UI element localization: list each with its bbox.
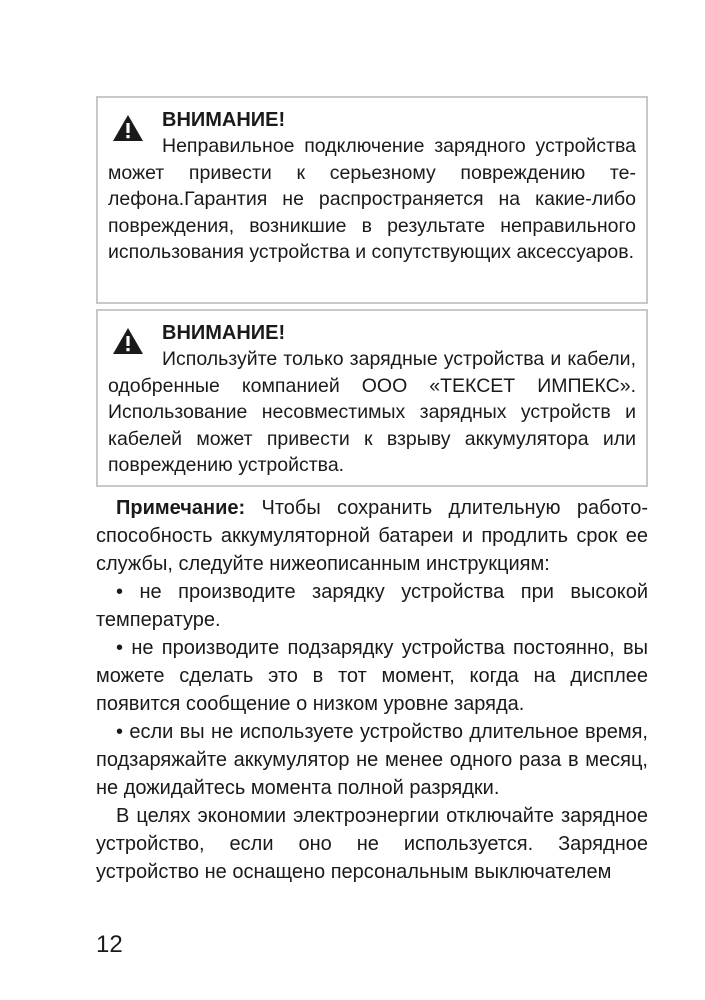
bullet-item: • если вы не используете устройство длительное время, подзаряжайте аккумулятор не менее одного раза в месяц, не дожидайтесь момента полной разрядки. [96,721,648,799]
warning-triangle-icon [112,114,144,142]
warning-text: Используйте только зарядные устройства и кабели, одобренные компанией ООО «ТЕКСЕТ ИМПЕКС». Использование несовместимых зарядных устройств и кабелей может привести к взрыву аккумулятора или повреждению устройства. [108,348,636,476]
page-number: 12 [96,931,123,958]
closing-paragraph: В целях экономии электроэнергии отключайте зарядное устройство, если оно не используется. Зарядное устройство не оснащено персональным выключателем [96,805,648,883]
warning-box-2 [96,309,648,487]
warning-title: ВНИМАНИЕ! [162,109,286,131]
note-section [96,494,648,886]
note-intro: Чтобы сохранить длительную работоспособность аккумуляторной батареи и продлить срок ее службы, следуйте нижеописанным инструкциям: [96,497,648,575]
warning-title: ВНИМАНИЕ! [162,322,286,344]
bullet-item: • не производите зарядку устройства при высокой температуре. [96,581,648,631]
warning-text: Неправильное подключение зарядного устройства может привести к серьезному повреждению телефона.Гарантия не распространяется на какие-либо повреждения, возникшие в результате неправильного использования устройства и сопутствующих аксессуаров. [108,135,636,263]
warning-box-1 [96,96,648,304]
bullet-item: • не производите подзарядку устройства постоянно, вы можете сделать это в тот момент, когда на дисплее появится сообщение о низком уровне заряда. [96,637,648,715]
warning-triangle-icon [112,327,144,355]
note-label: Примечание: [116,497,246,519]
note-paragraph [96,494,648,578]
